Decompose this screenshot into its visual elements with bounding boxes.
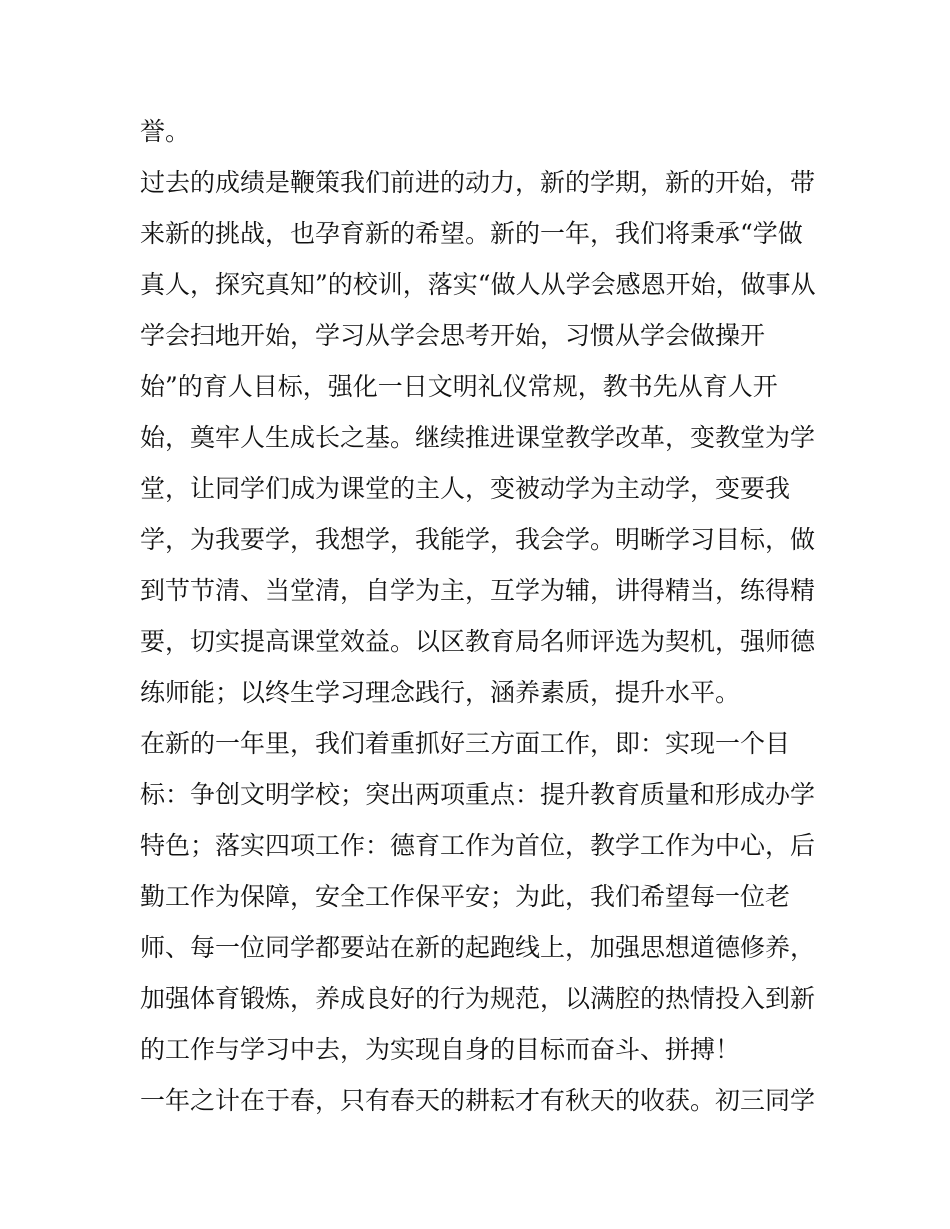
text-line: 来新的挑战，也孕育新的希望。新的一年，我们将秉承“学做 (140, 219, 803, 248)
text-line: 学，为我要学，我想学，我能学，我会学。明晰学习目标，做 (140, 525, 816, 554)
text-line: 加强体育锻炼，养成良好的行为规范，以满腔的热情投入到新 (140, 984, 816, 1013)
text-line: 到节节清、当堂清，自学为主，互学为辅，讲得精当，练得精 (140, 576, 816, 605)
text-line: 的工作与学习中去，为实现自身的目标而奋斗、拼搏！ (140, 1035, 741, 1064)
text-line: 师、每一位同学都要站在新的起跑线上，加强思想道德修养， (140, 933, 816, 962)
text-line: 要，切实提高课堂效益。以区教育局名师评选为契机，强师德 (140, 627, 816, 656)
text-line: 过去的成绩是鞭策我们前进的动力，新的学期，新的开始，带 (140, 168, 816, 197)
text-line: 始”的育人目标，强化一日文明礼仪常规，教书先从育人开 (140, 372, 778, 401)
text-line: 学会扫地开始，学习从学会思考开始，习惯从学会做操开 (140, 321, 766, 350)
text-line: 堂，让同学们成为课堂的主人，变被动学为主动学，变要我 (140, 474, 791, 503)
text-line: 练师能；以终生学习理念践行，涵养素质，提升水平。 (140, 678, 741, 707)
text-line: 始，奠牢人生成长之基。继续推进课堂教学改革，变教堂为学 (140, 423, 816, 452)
text-line: 标：争创文明学校；突出两项重点：提升教育质量和形成办学 (140, 780, 816, 809)
text-line: 特色；落实四项工作：德育工作为首位，教学工作为中心，后 (140, 831, 816, 860)
text-line: 勤工作为保障，安全工作保平安；为此，我们希望每一位老 (140, 882, 791, 911)
text-line: 一年之计在于春，只有春天的耕耘才有秋天的收获。初三同学 (140, 1086, 816, 1115)
text-line: 誉。 (140, 117, 191, 146)
text-line: 真人，探究真知”的校训，落实“做人从学会感恩开始，做事从 (140, 270, 816, 299)
text-line: 在新的一年里，我们着重抓好三方面工作，即：实现一个目 (140, 729, 791, 758)
body-text (140, 106, 830, 1126)
